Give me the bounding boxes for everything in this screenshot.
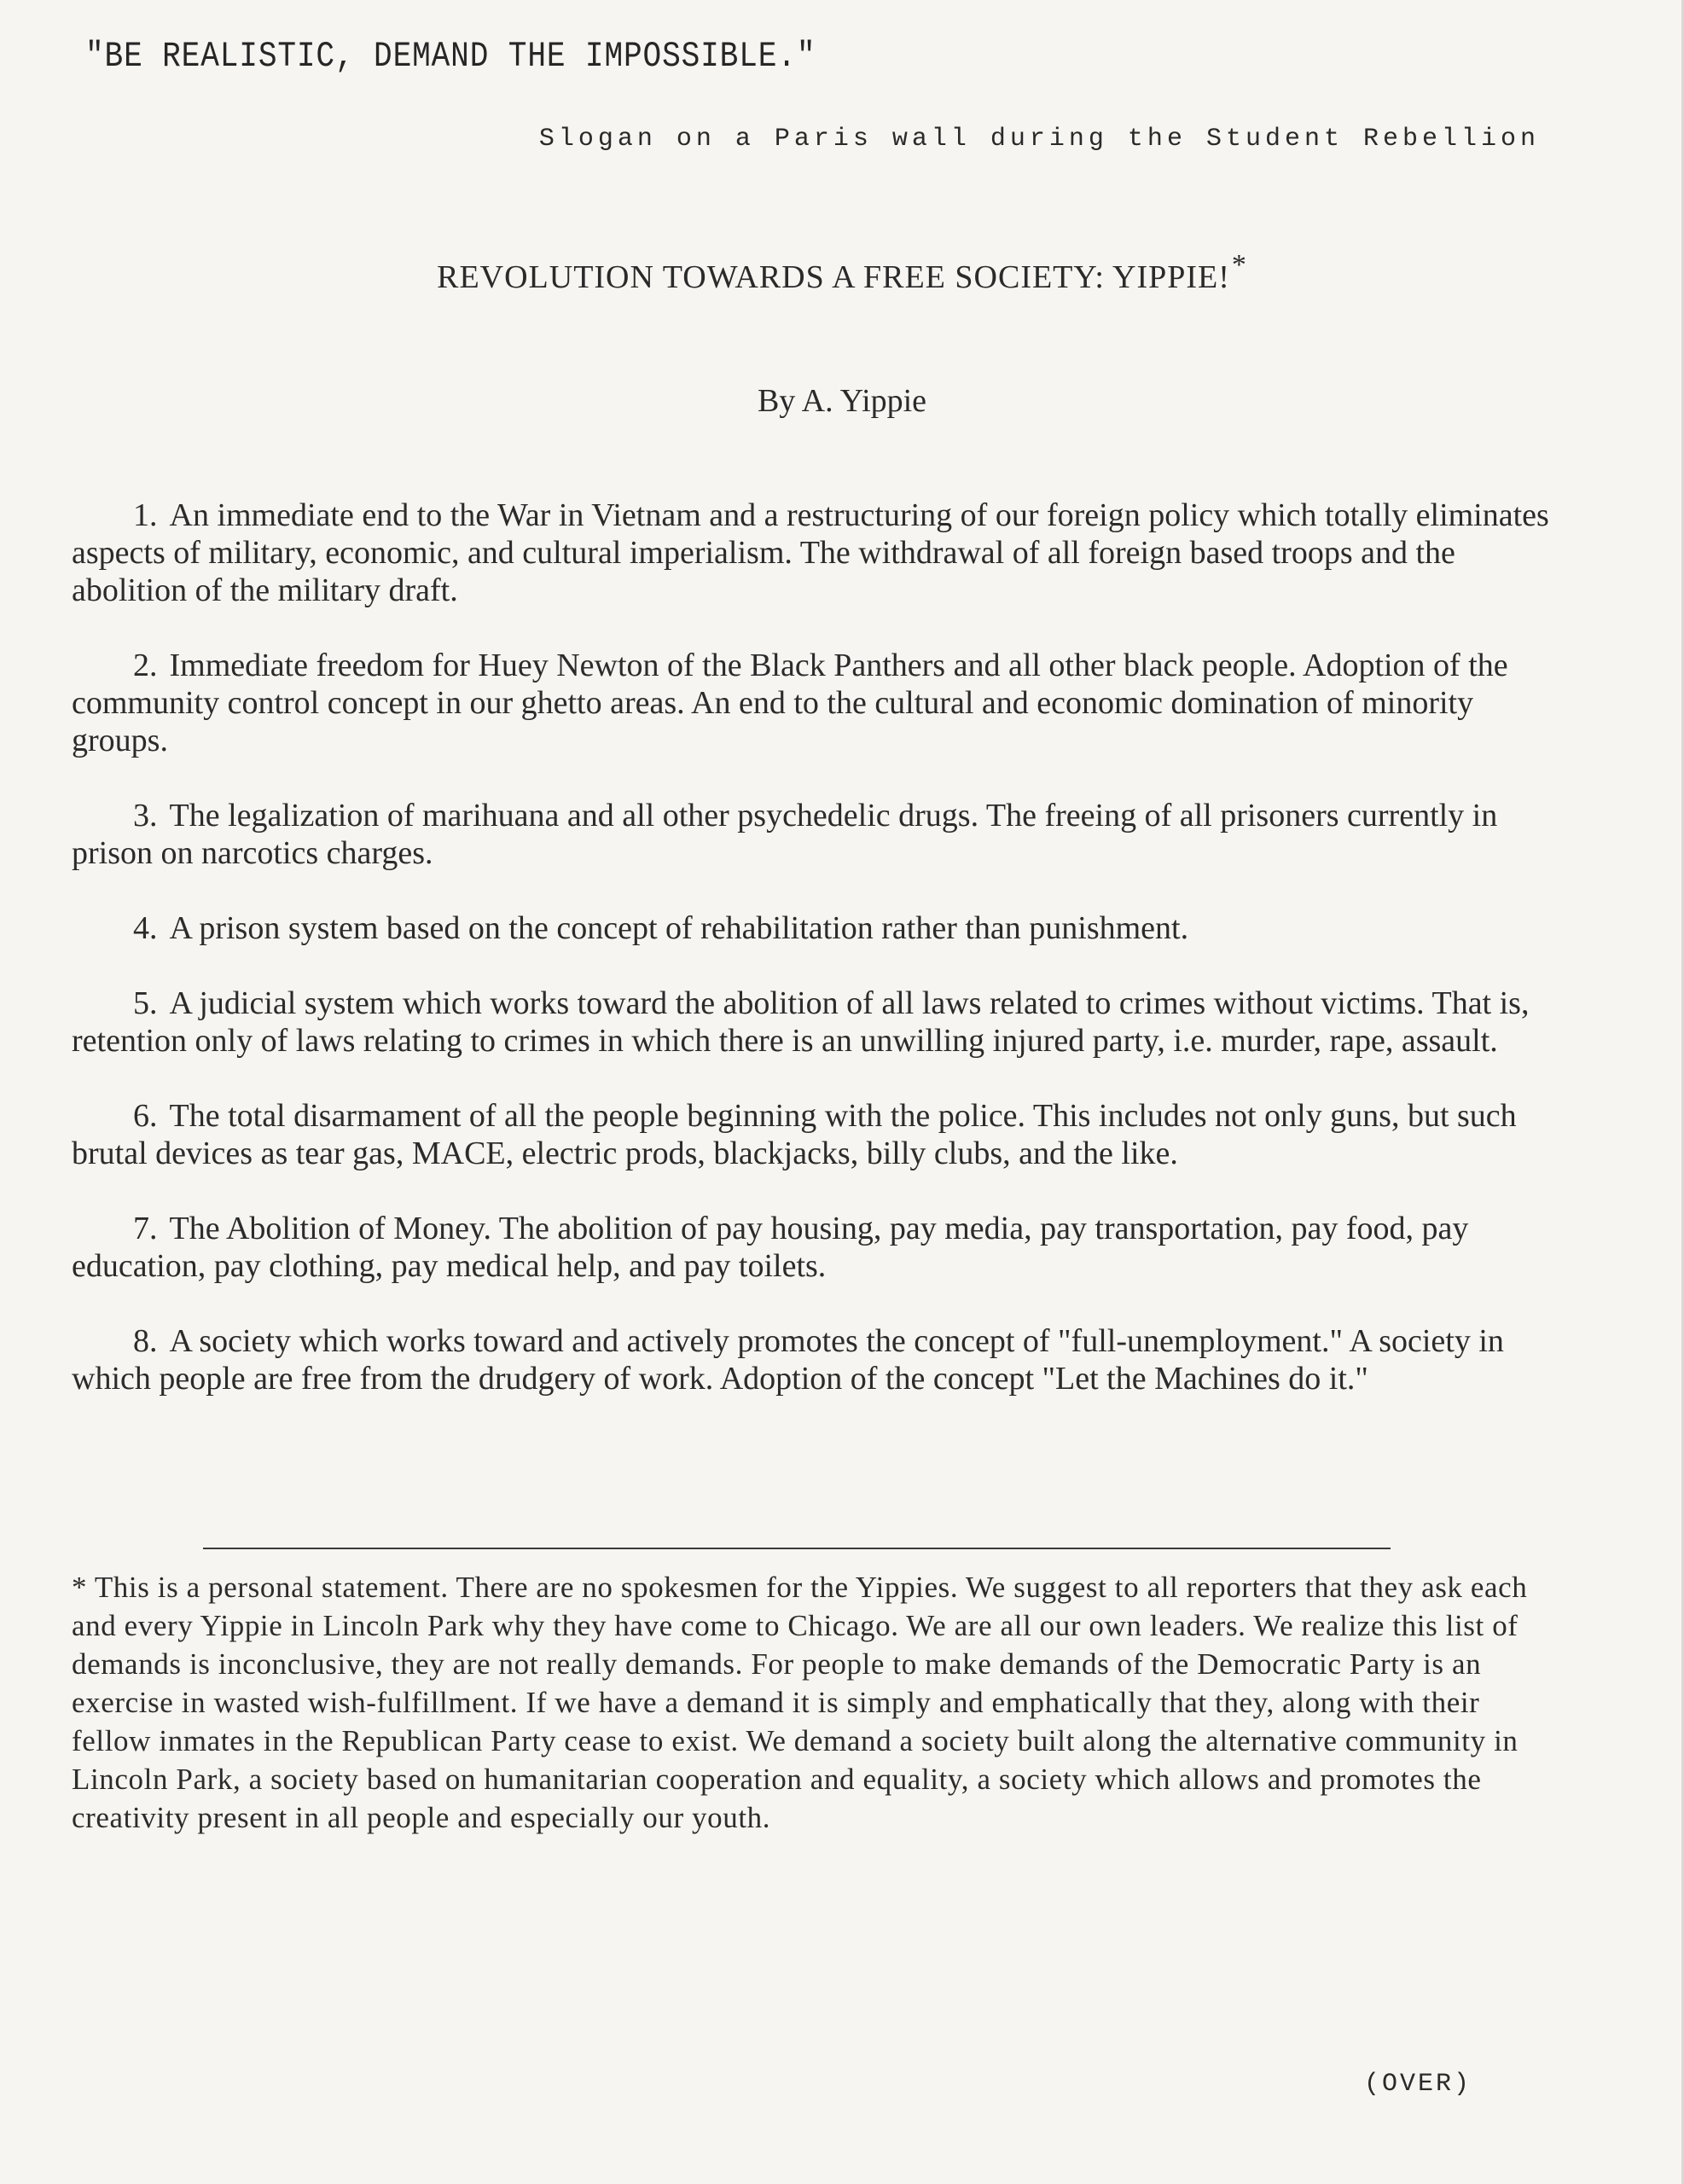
demand-text: The Abolition of Money. The abolition of pay housing, pay media, pay transportation, pay food, pay education, pay clothing, pay medical help, and pay toilets.	[72, 1211, 1469, 1284]
footnote-divider	[203, 1548, 1391, 1549]
document-title-text: REVOLUTION TOWARDS A FREE SOCIETY: YIPPIE!	[437, 259, 1230, 295]
demand-text: A judicial system which works toward the abolition of all laws related to crimes without victims. That is, retention only of laws relating to crimes in which there is an unwilling injured party, i.e. murder, rape, assault.	[72, 985, 1530, 1059]
demand-number: 4.	[133, 910, 158, 946]
demand-item	[72, 497, 1565, 609]
over-marker: (OVER)	[1363, 2070, 1472, 2099]
demand-text: Immediate freedom for Huey Newton of the Black Panthers and all other black people. Adoption of the community control concept in our ghetto areas. An end to the cultural and economic domination of minority groups.	[72, 648, 1508, 758]
demand-number: 1.	[133, 497, 158, 533]
demand-number: 6.	[133, 1098, 158, 1134]
byline: By A. Yippie	[757, 383, 927, 419]
demand-text: An immediate end to the War in Vietnam and a restructuring of our foreign policy which totally eliminates aspects of military, economic, and cultural imperialism. The withdrawal of all foreign based troops and the abolition of the military draft.	[72, 497, 1549, 608]
epigraph-slogan: "BE REALISTIC, DEMAND THE IMPOSSIBLE."	[85, 36, 816, 77]
demand-item	[72, 647, 1565, 759]
epigraph-attribution: Slogan on a Paris wall during the Student Rebellion	[538, 125, 1540, 154]
demand-item	[72, 1322, 1565, 1397]
demand-text: A prison system based on the concept of rehabilitation rather than punishment.	[169, 910, 1189, 946]
document-title	[0, 249, 1684, 296]
demand-number: 8.	[133, 1323, 158, 1359]
demand-number: 3.	[133, 798, 158, 834]
demand-text: The legalization of marihuana and all other psychedelic drugs. The freeing of all prisoners currently in prison on narcotics charges.	[72, 798, 1498, 871]
demand-item	[72, 797, 1565, 872]
demand-number: 2.	[133, 648, 158, 683]
footnote-marker: *	[1231, 249, 1247, 281]
demand-item	[72, 1210, 1565, 1285]
demand-number: 7.	[133, 1211, 158, 1246]
demand-item	[72, 909, 1565, 947]
demands-list	[72, 497, 1565, 1435]
demand-number: 5.	[133, 985, 158, 1021]
demand-item	[72, 985, 1565, 1060]
demand-text: The total disarmament of all the people beginning with the police. This includes not only guns, but such brutal devices as tear gas, MACE, electric prods, blackjacks, billy clubs, and the like.	[72, 1098, 1517, 1171]
demand-text: A society which works toward and actively promotes the concept of "full-unemployment." A society in which people are free from the drudgery of work. Adoption of the concept "Let the Machines do it."	[72, 1323, 1504, 1397]
demand-item	[72, 1097, 1565, 1172]
footnote: * This is a personal statement. There are no spokesmen for the Yippies. We suggest to all reporters that they ask each and every Yippie in Lincoln Park why they have come to Chicago. We are all our own leaders. We realize this list of demands is inconclusive, they are not really demands. For people to make demands of the Democratic Party is an exercise in wasted wish-fulfillment. If we have a demand it is simply and emphatically that they, along with their fellow inmates in the Republican Party cease to exist. We demand a society built along the alternative community in Lincoln Park, a society based on humanitarian cooperation and equality, a society which allows and promotes the creativity present in all people and especially our youth.	[72, 1571, 1528, 1834]
